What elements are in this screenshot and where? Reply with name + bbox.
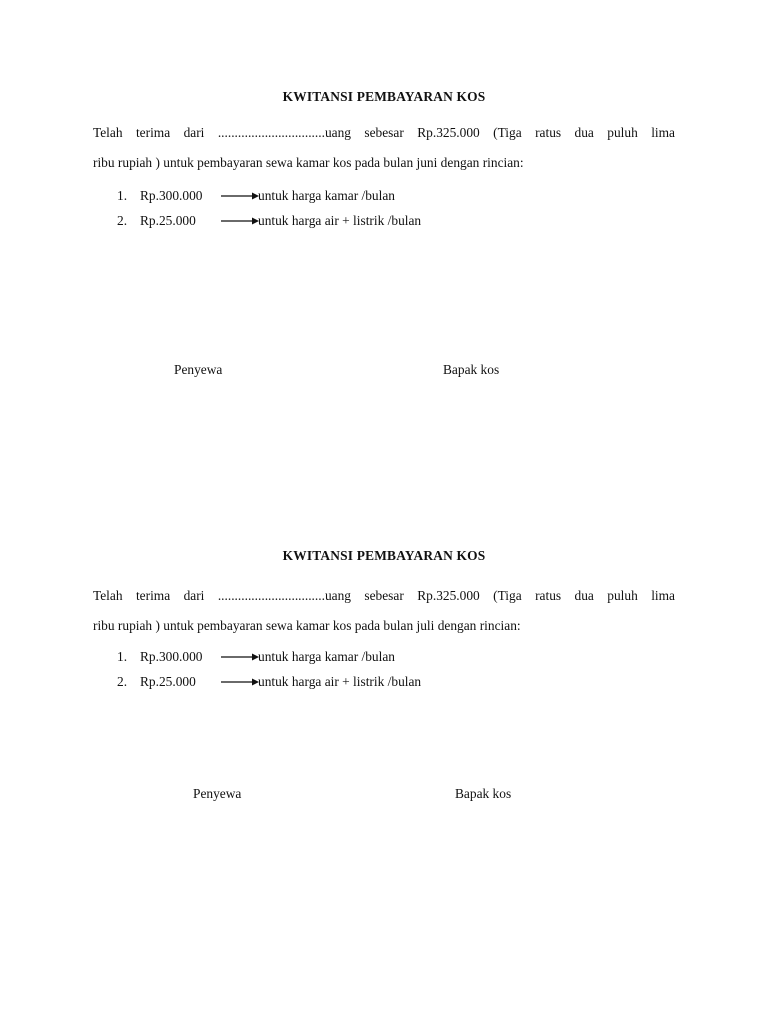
item-number: 1. bbox=[117, 188, 128, 203]
tenant-signature-label: Penyewa bbox=[174, 362, 223, 377]
item-amount: Rp.300.000 bbox=[140, 649, 203, 664]
item-amount: Rp.25.000 bbox=[140, 674, 196, 689]
owner-signature-label: Bapak kos bbox=[455, 786, 512, 801]
item-number: 1. bbox=[117, 649, 128, 664]
arrow-right-icon bbox=[221, 652, 259, 662]
paragraph-line-1: Telah terima dari ................................uang sebesar Rp.325.000 (Tiga ratus dua puluh lima bbox=[93, 125, 675, 140]
arrow-right-icon bbox=[221, 216, 259, 226]
item-number: 2. bbox=[117, 674, 128, 689]
receipt-paragraph bbox=[93, 581, 675, 641]
paragraph-line-1: Telah terima dari ................................uang sebesar Rp.325.000 (Tiga ratus dua puluh lima bbox=[93, 588, 675, 603]
arrow-right-icon bbox=[221, 677, 259, 687]
item-amount: Rp.25.000 bbox=[140, 213, 196, 228]
paragraph-line-2: ribu rupiah ) untuk pembayaran sewa kamar kos pada bulan juni dengan rincian: bbox=[93, 155, 524, 170]
item-amount: Rp.300.000 bbox=[140, 188, 203, 203]
paragraph-line-2: ribu rupiah ) untuk pembayaran sewa kamar kos pada bulan juli dengan rincian: bbox=[93, 618, 521, 633]
receipt-title: KWITANSI PEMBAYARAN KOS bbox=[282, 548, 486, 563]
tenant-signature-label: Penyewa bbox=[193, 786, 242, 801]
item-description: untuk harga kamar /bulan bbox=[258, 188, 395, 203]
receipt-paragraph bbox=[93, 118, 675, 178]
item-description: untuk harga air + listrik /bulan bbox=[258, 674, 422, 689]
item-description: untuk harga air + listrik /bulan bbox=[258, 213, 422, 228]
owner-signature-label: Bapak kos bbox=[443, 362, 500, 377]
item-description: untuk harga kamar /bulan bbox=[258, 649, 395, 664]
arrow-right-icon bbox=[221, 191, 259, 201]
item-number: 2. bbox=[117, 213, 128, 228]
receipt-title: KWITANSI PEMBAYARAN KOS bbox=[282, 89, 486, 104]
